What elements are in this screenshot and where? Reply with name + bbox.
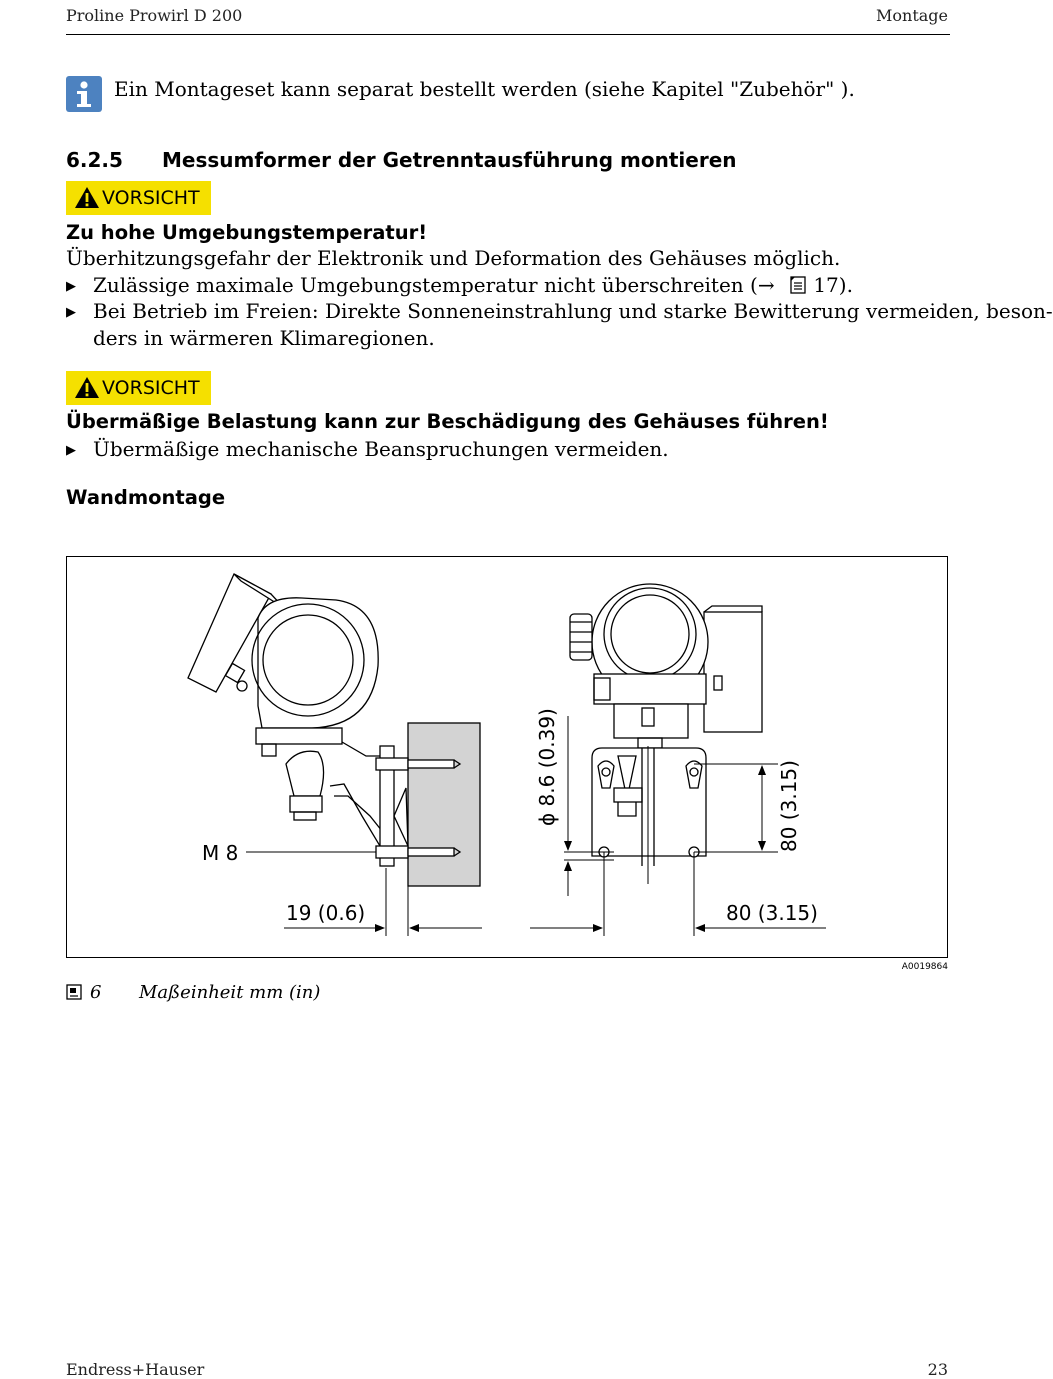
page-number: 23 bbox=[927, 1360, 948, 1379]
thread-label: M 8 bbox=[202, 841, 239, 865]
section-title: Messumformer der Getrenntausführung montieren bbox=[162, 148, 737, 172]
caution-badge bbox=[66, 371, 211, 405]
caution-label: VORSICHT bbox=[102, 187, 200, 209]
warning-triangle-icon bbox=[74, 376, 100, 399]
header-chapter: Montage bbox=[876, 6, 948, 25]
bullet-arrow-icon: ▶ bbox=[66, 305, 76, 320]
subheading-wall-mounting: Wandmontage bbox=[66, 486, 226, 509]
figure-number: 6 bbox=[90, 982, 102, 1003]
vertical-spacing-dimension: 80 (3.15) bbox=[777, 760, 801, 852]
figure-icon bbox=[66, 984, 82, 1004]
note-text: Ein Montageset kann separat bestellt werden (siehe Kapitel "Zubehör" ). bbox=[114, 77, 855, 101]
bullet-arrow-icon: ▶ bbox=[66, 443, 76, 458]
bullet-line: ders in wärmeren Klimaregionen. bbox=[93, 326, 435, 350]
bullet-text: Zulässige maximale Umgebungstemperatur nicht überschreiten (→ bbox=[93, 273, 775, 297]
warning-triangle-icon bbox=[74, 186, 100, 209]
warning-text: Überhitzungsgefahr der Elektronik und Deformation des Gehäuses möglich. bbox=[66, 246, 841, 270]
bullet-item bbox=[93, 272, 853, 299]
info-icon bbox=[66, 76, 102, 112]
warning-heading: Zu hohe Umgebungstemperatur! bbox=[66, 221, 428, 244]
bullet-text: Übermäßige mechanische Beanspruchungen vermeiden. bbox=[93, 437, 669, 461]
page-reference-icon bbox=[789, 276, 807, 294]
horizontal-spacing-dimension: 80 (3.15) bbox=[726, 901, 818, 925]
section-number: 6.2.5 bbox=[66, 148, 123, 172]
bullet-arrow-icon: ▶ bbox=[66, 279, 76, 294]
caution-label: VORSICHT bbox=[102, 377, 200, 399]
caution-badge bbox=[66, 181, 211, 215]
figure-caption: Maßeinheit mm (in) bbox=[139, 982, 321, 1003]
footer-brand: Endress+Hauser bbox=[66, 1360, 205, 1379]
bullet-line: Bei Betrieb im Freien: Direkte Sonneneinstrahlung und starke Bewitterung vermeiden, beson- bbox=[93, 299, 1053, 323]
header-title: Proline Prowirl D 200 bbox=[66, 6, 243, 25]
offset-dimension: 19 (0.6) bbox=[286, 901, 366, 925]
page-reference[interactable]: 17). bbox=[813, 273, 853, 297]
wall-mounting-drawing bbox=[66, 556, 948, 958]
header-rule bbox=[66, 34, 950, 35]
hole-diameter-dimension: ϕ 8.6 (0.39) bbox=[535, 708, 559, 826]
warning-heading: Übermäßige Belastung kann zur Beschädigung des Gehäuses führen! bbox=[66, 410, 829, 433]
figure-id: A0019864 bbox=[901, 962, 948, 972]
